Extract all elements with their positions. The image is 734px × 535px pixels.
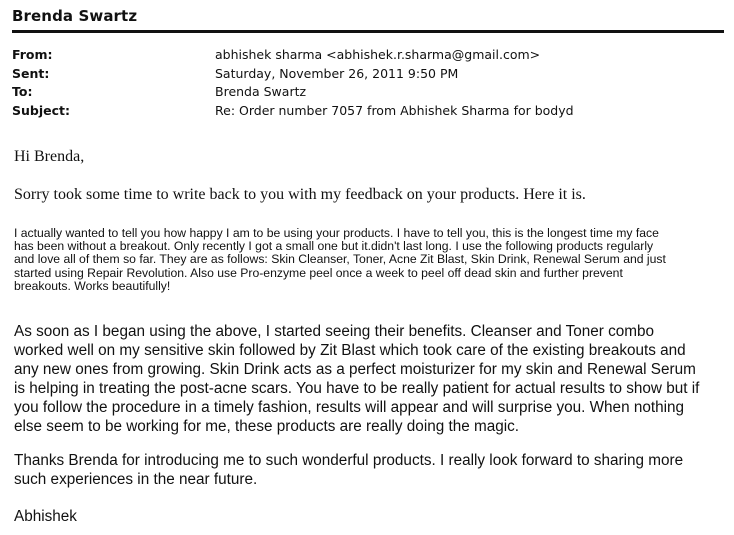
sent-value: Saturday, November 26, 2011 9:50 PM [215, 65, 459, 81]
paragraph-line: Thanks Brenda for introducing me to such wonderful products. I really look forward to sharing more [14, 452, 684, 469]
from-label: From: [12, 47, 53, 62]
header-subject-row [12, 102, 574, 121]
subject-value: Re: Order number 7057 from Abhishek Sharma for bodyd [215, 102, 574, 118]
paragraph-line: As soon as I began using the above, I started seeing their benefits. Cleanser and Toner combo [14, 323, 655, 340]
header-sent-row [12, 65, 574, 84]
paragraph-line: such experiences in the near future. [14, 471, 258, 488]
paragraph-thanks [14, 451, 683, 489]
paragraph-line: breakouts. Works beautifully! [14, 278, 171, 293]
email-header [12, 46, 574, 120]
paragraph-benefits [14, 322, 699, 436]
subject-label: Subject: [12, 102, 70, 118]
title-divider [12, 30, 724, 33]
paragraph-line: has been without a breakout. Only recently I got a small one but it.didn't last long. I use the following products regularly [14, 239, 654, 254]
paragraph-line: worked well on my sensitive skin followed by Zit Blast which took care of the existing breakouts and [14, 342, 686, 359]
paragraph-line: I actually wanted to tell you how happy I am to be using your products. I have to tell you, this is the longest time my face [14, 226, 659, 240]
signoff: Abhishek [14, 508, 77, 525]
paragraph-products [14, 227, 726, 293]
sent-label: Sent: [12, 65, 50, 81]
paragraph-line: is helping in treating the post-acne scars. You have to be really patient for actual results to show but if [14, 380, 700, 397]
intro-line: Sorry took some time to write back to you with my feedback on your products. Here it is. [14, 186, 586, 203]
to-label: To: [12, 84, 33, 99]
from-value: abhishek sharma <abhishek.r.sharma@gmail.com> [215, 47, 541, 62]
header-from-row [12, 46, 574, 65]
greeting: Hi Brenda, [14, 148, 85, 165]
paragraph-line: started using Repair Revolution. Also use Pro-enzyme peel once a week to peel off dead skin and further prevent [14, 265, 623, 280]
to-value: Brenda Swartz [215, 84, 307, 99]
paragraph-line: else seem to be working for me, these products are really doing the magic. [14, 418, 520, 435]
header-to-row [12, 83, 574, 102]
paragraph-line: any new ones from growing. Skin Drink acts as a perfect moisturizer for my skin and Renewal Serum [14, 361, 696, 378]
paragraph-line: and love all of them so far. They are as follows: Skin Cleanser, Toner, Acne Zit Blast, Skin Drink, Renewal Serum and just [14, 252, 666, 267]
paragraph-line: you follow the procedure in a timely fashion, results will appear and will surprise you. When nothing [14, 399, 685, 416]
document-title: Brenda Swartz [12, 7, 138, 25]
